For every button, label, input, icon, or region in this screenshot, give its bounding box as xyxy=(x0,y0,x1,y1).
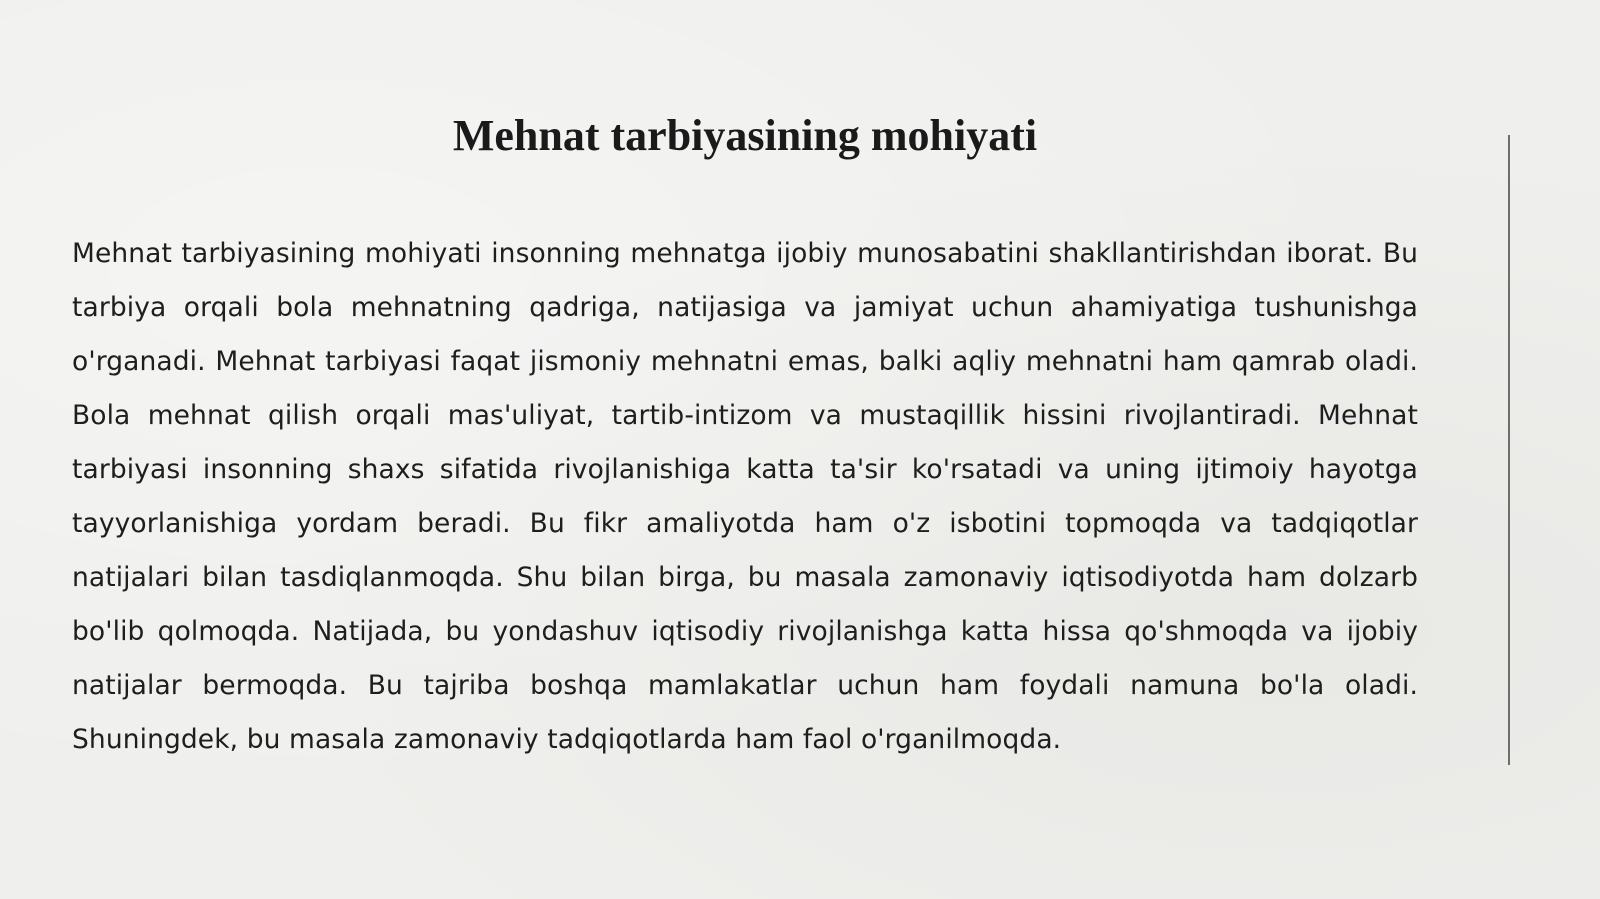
slide-title: Mehnat tarbiyasining mohiyati xyxy=(452,111,1038,160)
slide-body-text: Mehnat tarbiyasining mohiyati insonning mehnatga ijobiy munosabatini shakllantirishdan iborat. Bu tarbiya orqali bola mehnatning qadriga, natijasiga va jamiyat uchun ahamiyatiga tushunishga o'rganadi. Mehnat tarbiyasi faqat jismoniy mehnatni emas, balki aqliy mehnatni ham qamrab oladi. Bola mehnat qilish orqali mas'uliyat, tartib-intizom va mustaqillik hissini rivojlantiradi. Mehnat tarbiyasi insonning shaxs sifatida rivojlanishiga katta ta'sir ko'rsatadi va uning ijtimoiy hayotga tayyorlanishiga yordam beradi. Bu fikr amaliyotda ham o'z isbotini topmoqda va tadqiqotlar natijalari bilan tasdiqlanmoqda. Shu bilan birga, bu masala zamonaviy iqtisodiyotda ham dolzarb bo'lib qolmoqda. Natijada, bu yondashuv iqtisodiy rivojlanishga katta hissa qo'shmoqda va ijobiy natijalar bermoqda. Bu tajriba boshqa mamlakatlar uchun ham foydali namuna bo'la oladi. Shuningdek, bu masala zamonaviy tadqiqotlarda ham faol o'rganilmoqda. xyxy=(72,238,1418,755)
vertical-divider xyxy=(1508,135,1510,765)
